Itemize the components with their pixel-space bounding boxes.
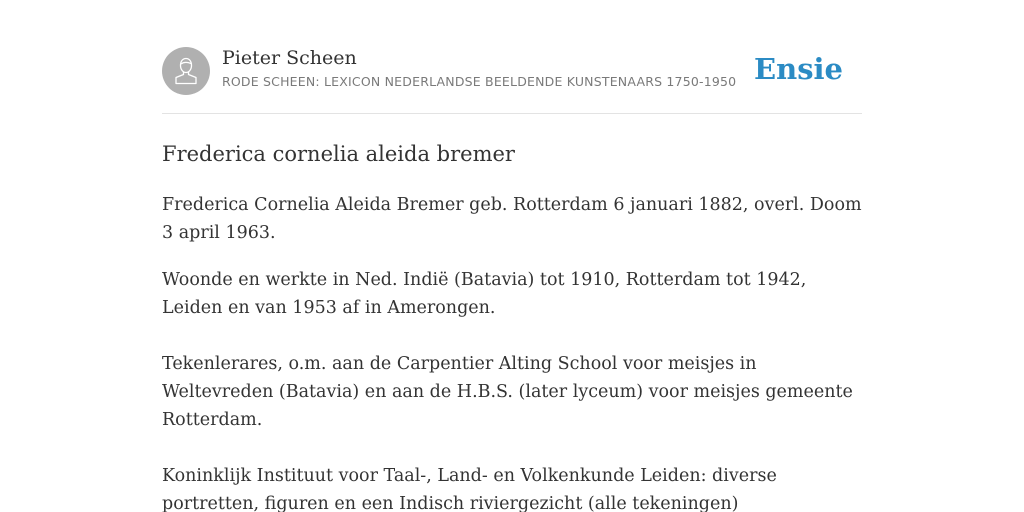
paragraph-collection: Koninklijk Instituut voor Taal-, Land- en Volkenkunde Leiden: diverse portretten, figuren en een Indisch riviergezicht (alle tekeningen)	[162, 466, 777, 512]
paragraph-residence: Woonde en werkte in Ned. Indië (Batavia) tot 1910, Rotterdam tot 1942, Leiden en van 1953 af in Amerongen.	[162, 270, 807, 318]
ensie-logo[interactable]: Ensie	[754, 52, 843, 86]
article-header	[162, 46, 862, 114]
paragraph-birth: Frederica Cornelia Aleida Bremer geb. Rotterdam 6 januari 1882, overl. Doom 3 april 1963.	[162, 195, 862, 243]
author-name[interactable]: Pieter Scheen	[222, 47, 357, 69]
user-avatar-icon[interactable]	[162, 47, 210, 95]
paragraph-teaching: Tekenlerares, o.m. aan de Carpentier Alting School voor meisjes in Weltevreden (Batavia) en aan de H.B.S. (later lyceum) voor meisjes gemeente Rotterdam.	[162, 354, 853, 430]
article-body	[162, 191, 862, 512]
article-card	[162, 46, 862, 512]
page-title: Frederica cornelia aleida bremer	[162, 142, 515, 166]
source-title[interactable]: RODE SCHEEN: LEXICON NEDERLANDSE BEELDENDE KUNSTENAARS 1750-1950	[222, 74, 737, 89]
